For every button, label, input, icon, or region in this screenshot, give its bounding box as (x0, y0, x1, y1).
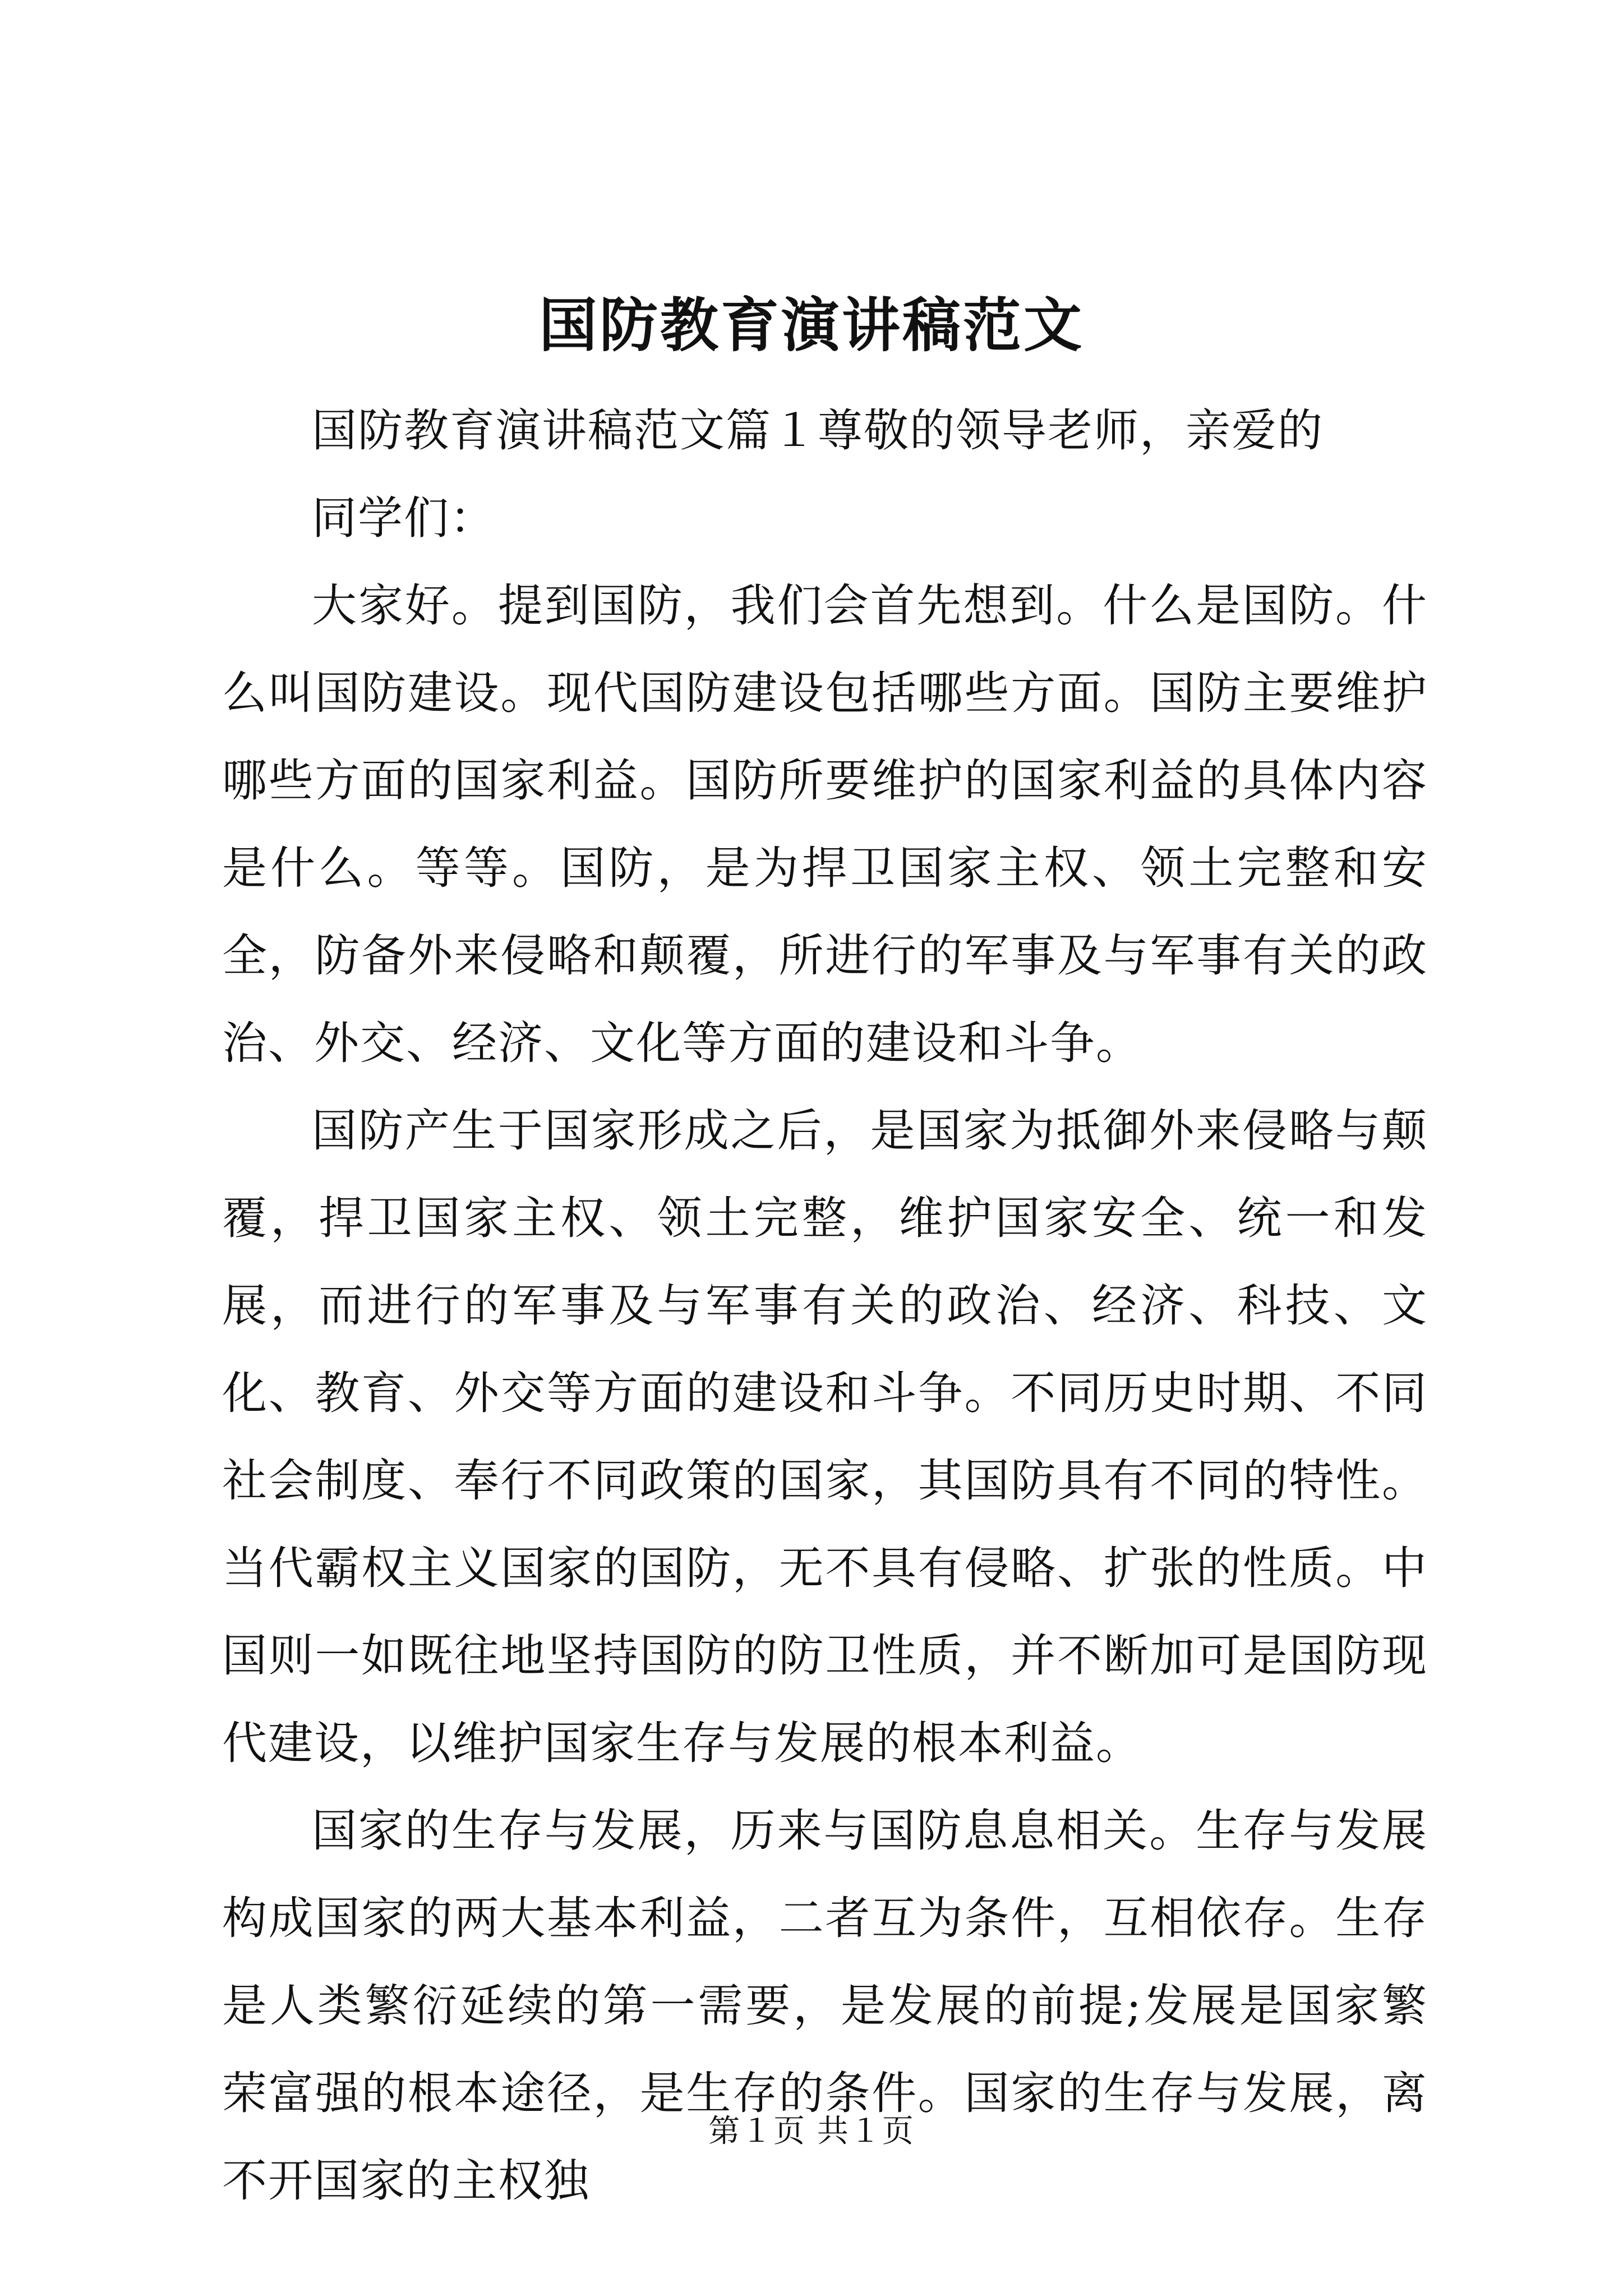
paragraph-3: 大家好。提到国防，我们会首先想到。什么是国防。什么叫国防建设。现代国防建设包括哪些方面。国防主要维护哪些方面的国家利益。国防所要维护的国家利益的具体内容是什么。等等。国防，是为捍卫国家主权、领土完整和安全，防备外来侵略和颠覆，所进行的军事及与军事有关的政治、外交、经济、文化等方面的建设和斗争。 (222, 579, 1428, 1069)
page-title: 国防教育演讲稿范文 (538, 291, 1084, 360)
paragraph-5: 国家的生存与发展，历来与国防息息相关。生存与发展构成国家的两大基本利益，二者互为条件，互相依存。生存是人类繁衍延续的第一需要，是发展的前提;发展是国家繁荣富强的根本途径，是生存的条件。国家的生存与发展，离不开国家的主权独 (222, 1805, 1428, 2207)
page-footer: 第１页 共１页 (708, 2113, 915, 2150)
paragraph-1: 国防教育演讲稿范文篇１尊敬的领导老师，亲爱的 (312, 404, 1324, 457)
paragraph-4: 国防产生于国家形成之后，是国家为抵御外来侵略与颠覆，捍卫国家主权、领土完整，维护国家安全、统一和发展，而进行的军事及与军事有关的政治、经济、科技、文化、教育、外交等方面的建设和斗争。不同历史时期、不同社会制度、奉行不同政策的国家，其国防具有不同的特性。当代霸权主义国家的国防，无不具有侵略、扩张的性质。中国则一如既往地坚持国防的防卫性质，并不断加可是国防现代建设，以维护国家生存与发展的根本利益。 (222, 1105, 1428, 1769)
document-body (222, 387, 1428, 2225)
paragraph-2: 同学们： (312, 492, 496, 544)
